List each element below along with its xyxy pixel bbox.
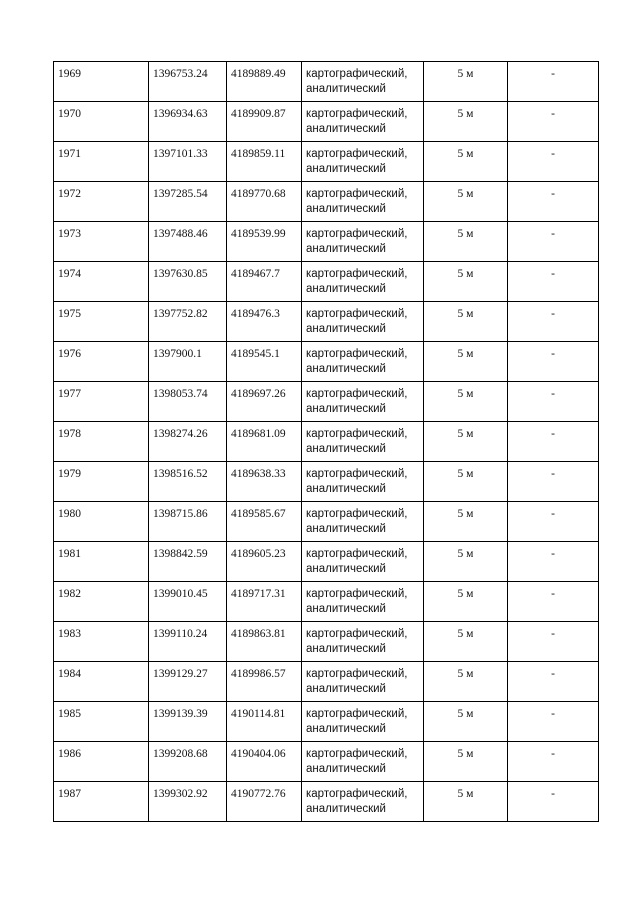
accuracy-cell: 5 м [424, 622, 508, 662]
table-row [54, 262, 599, 302]
x-coordinate-cell: 1399110.24 [149, 622, 227, 662]
table-row [54, 742, 599, 782]
x-coordinate-cell: 1397900.1 [149, 342, 227, 382]
coordinates-table [53, 61, 599, 822]
accuracy-cell: 5 м [424, 782, 508, 822]
accuracy-cell: 5 м [424, 182, 508, 222]
accuracy-cell: 5 м [424, 582, 508, 622]
point-number-cell: 1986 [54, 742, 149, 782]
y-coordinate-cell: 4189717.31 [227, 582, 302, 622]
accuracy-cell: 5 м [424, 702, 508, 742]
y-coordinate-cell: 4189585.67 [227, 502, 302, 542]
point-number-cell: 1979 [54, 462, 149, 502]
point-number-cell: 1969 [54, 62, 149, 102]
table-row [54, 622, 599, 662]
method-cell: картографический, аналитический [302, 542, 424, 582]
method-cell: картографический, аналитический [302, 342, 424, 382]
note-cell: - [508, 542, 599, 582]
note-cell: - [508, 462, 599, 502]
accuracy-cell: 5 м [424, 742, 508, 782]
accuracy-cell: 5 м [424, 542, 508, 582]
table-row [54, 302, 599, 342]
method-cell: картографический, аналитический [302, 502, 424, 542]
accuracy-cell: 5 м [424, 62, 508, 102]
method-cell: картографический, аналитический [302, 222, 424, 262]
method-cell: картографический, аналитический [302, 102, 424, 142]
y-coordinate-cell: 4189539.99 [227, 222, 302, 262]
table-row [54, 422, 599, 462]
point-number-cell: 1978 [54, 422, 149, 462]
method-cell: картографический, аналитический [302, 702, 424, 742]
x-coordinate-cell: 1399208.68 [149, 742, 227, 782]
note-cell: - [508, 302, 599, 342]
table-row [54, 782, 599, 822]
note-cell: - [508, 102, 599, 142]
note-cell: - [508, 62, 599, 102]
point-number-cell: 1971 [54, 142, 149, 182]
accuracy-cell: 5 м [424, 462, 508, 502]
point-number-cell: 1985 [54, 702, 149, 742]
method-cell: картографический, аналитический [302, 782, 424, 822]
table-row [54, 502, 599, 542]
point-number-cell: 1974 [54, 262, 149, 302]
y-coordinate-cell: 4189859.11 [227, 142, 302, 182]
y-coordinate-cell: 4189986.57 [227, 662, 302, 702]
table-row [54, 102, 599, 142]
method-cell: картографический, аналитический [302, 382, 424, 422]
x-coordinate-cell: 1398274.26 [149, 422, 227, 462]
x-coordinate-cell: 1398516.52 [149, 462, 227, 502]
table-row [54, 702, 599, 742]
table-row [54, 462, 599, 502]
method-cell: картографический, аналитический [302, 62, 424, 102]
note-cell: - [508, 782, 599, 822]
point-number-cell: 1973 [54, 222, 149, 262]
point-number-cell: 1987 [54, 782, 149, 822]
method-cell: картографический, аналитический [302, 462, 424, 502]
table-row [54, 142, 599, 182]
point-number-cell: 1983 [54, 622, 149, 662]
y-coordinate-cell: 4189605.23 [227, 542, 302, 582]
method-cell: картографический, аналитический [302, 582, 424, 622]
table-row [54, 62, 599, 102]
x-coordinate-cell: 1397285.54 [149, 182, 227, 222]
y-coordinate-cell: 4189638.33 [227, 462, 302, 502]
x-coordinate-cell: 1397752.82 [149, 302, 227, 342]
method-cell: картографический, аналитический [302, 182, 424, 222]
y-coordinate-cell: 4189467.7 [227, 262, 302, 302]
accuracy-cell: 5 м [424, 342, 508, 382]
y-coordinate-cell: 4189681.09 [227, 422, 302, 462]
x-coordinate-cell: 1398715.86 [149, 502, 227, 542]
point-number-cell: 1984 [54, 662, 149, 702]
table-row [54, 342, 599, 382]
x-coordinate-cell: 1398053.74 [149, 382, 227, 422]
note-cell: - [508, 582, 599, 622]
accuracy-cell: 5 м [424, 222, 508, 262]
accuracy-cell: 5 м [424, 422, 508, 462]
y-coordinate-cell: 4189863.81 [227, 622, 302, 662]
table-body [54, 62, 599, 822]
note-cell: - [508, 342, 599, 382]
method-cell: картографический, аналитический [302, 742, 424, 782]
note-cell: - [508, 662, 599, 702]
y-coordinate-cell: 4189889.49 [227, 62, 302, 102]
point-number-cell: 1975 [54, 302, 149, 342]
method-cell: картографический, аналитический [302, 622, 424, 662]
table-row [54, 182, 599, 222]
method-cell: картографический, аналитический [302, 142, 424, 182]
y-coordinate-cell: 4190114.81 [227, 702, 302, 742]
accuracy-cell: 5 м [424, 662, 508, 702]
x-coordinate-cell: 1396753.24 [149, 62, 227, 102]
note-cell: - [508, 422, 599, 462]
accuracy-cell: 5 м [424, 262, 508, 302]
table-row [54, 382, 599, 422]
accuracy-cell: 5 м [424, 382, 508, 422]
x-coordinate-cell: 1399010.45 [149, 582, 227, 622]
x-coordinate-cell: 1399302.92 [149, 782, 227, 822]
x-coordinate-cell: 1397488.46 [149, 222, 227, 262]
x-coordinate-cell: 1399129.27 [149, 662, 227, 702]
note-cell: - [508, 382, 599, 422]
point-number-cell: 1982 [54, 582, 149, 622]
x-coordinate-cell: 1397101.33 [149, 142, 227, 182]
x-coordinate-cell: 1399139.39 [149, 702, 227, 742]
accuracy-cell: 5 м [424, 142, 508, 182]
point-number-cell: 1972 [54, 182, 149, 222]
table-row [54, 582, 599, 622]
note-cell: - [508, 622, 599, 662]
note-cell: - [508, 182, 599, 222]
y-coordinate-cell: 4190404.06 [227, 742, 302, 782]
x-coordinate-cell: 1398842.59 [149, 542, 227, 582]
y-coordinate-cell: 4189476.3 [227, 302, 302, 342]
table-row [54, 662, 599, 702]
y-coordinate-cell: 4189545.1 [227, 342, 302, 382]
point-number-cell: 1970 [54, 102, 149, 142]
coordinates-table-container [53, 61, 599, 822]
y-coordinate-cell: 4190772.76 [227, 782, 302, 822]
y-coordinate-cell: 4189909.87 [227, 102, 302, 142]
note-cell: - [508, 502, 599, 542]
method-cell: картографический, аналитический [302, 302, 424, 342]
accuracy-cell: 5 м [424, 502, 508, 542]
note-cell: - [508, 262, 599, 302]
point-number-cell: 1981 [54, 542, 149, 582]
note-cell: - [508, 702, 599, 742]
note-cell: - [508, 742, 599, 782]
note-cell: - [508, 142, 599, 182]
point-number-cell: 1977 [54, 382, 149, 422]
point-number-cell: 1980 [54, 502, 149, 542]
table-row [54, 222, 599, 262]
y-coordinate-cell: 4189770.68 [227, 182, 302, 222]
method-cell: картографический, аналитический [302, 662, 424, 702]
point-number-cell: 1976 [54, 342, 149, 382]
note-cell: - [508, 222, 599, 262]
table-row [54, 542, 599, 582]
x-coordinate-cell: 1396934.63 [149, 102, 227, 142]
accuracy-cell: 5 м [424, 102, 508, 142]
accuracy-cell: 5 м [424, 302, 508, 342]
method-cell: картографический, аналитический [302, 422, 424, 462]
y-coordinate-cell: 4189697.26 [227, 382, 302, 422]
x-coordinate-cell: 1397630.85 [149, 262, 227, 302]
method-cell: картографический, аналитический [302, 262, 424, 302]
